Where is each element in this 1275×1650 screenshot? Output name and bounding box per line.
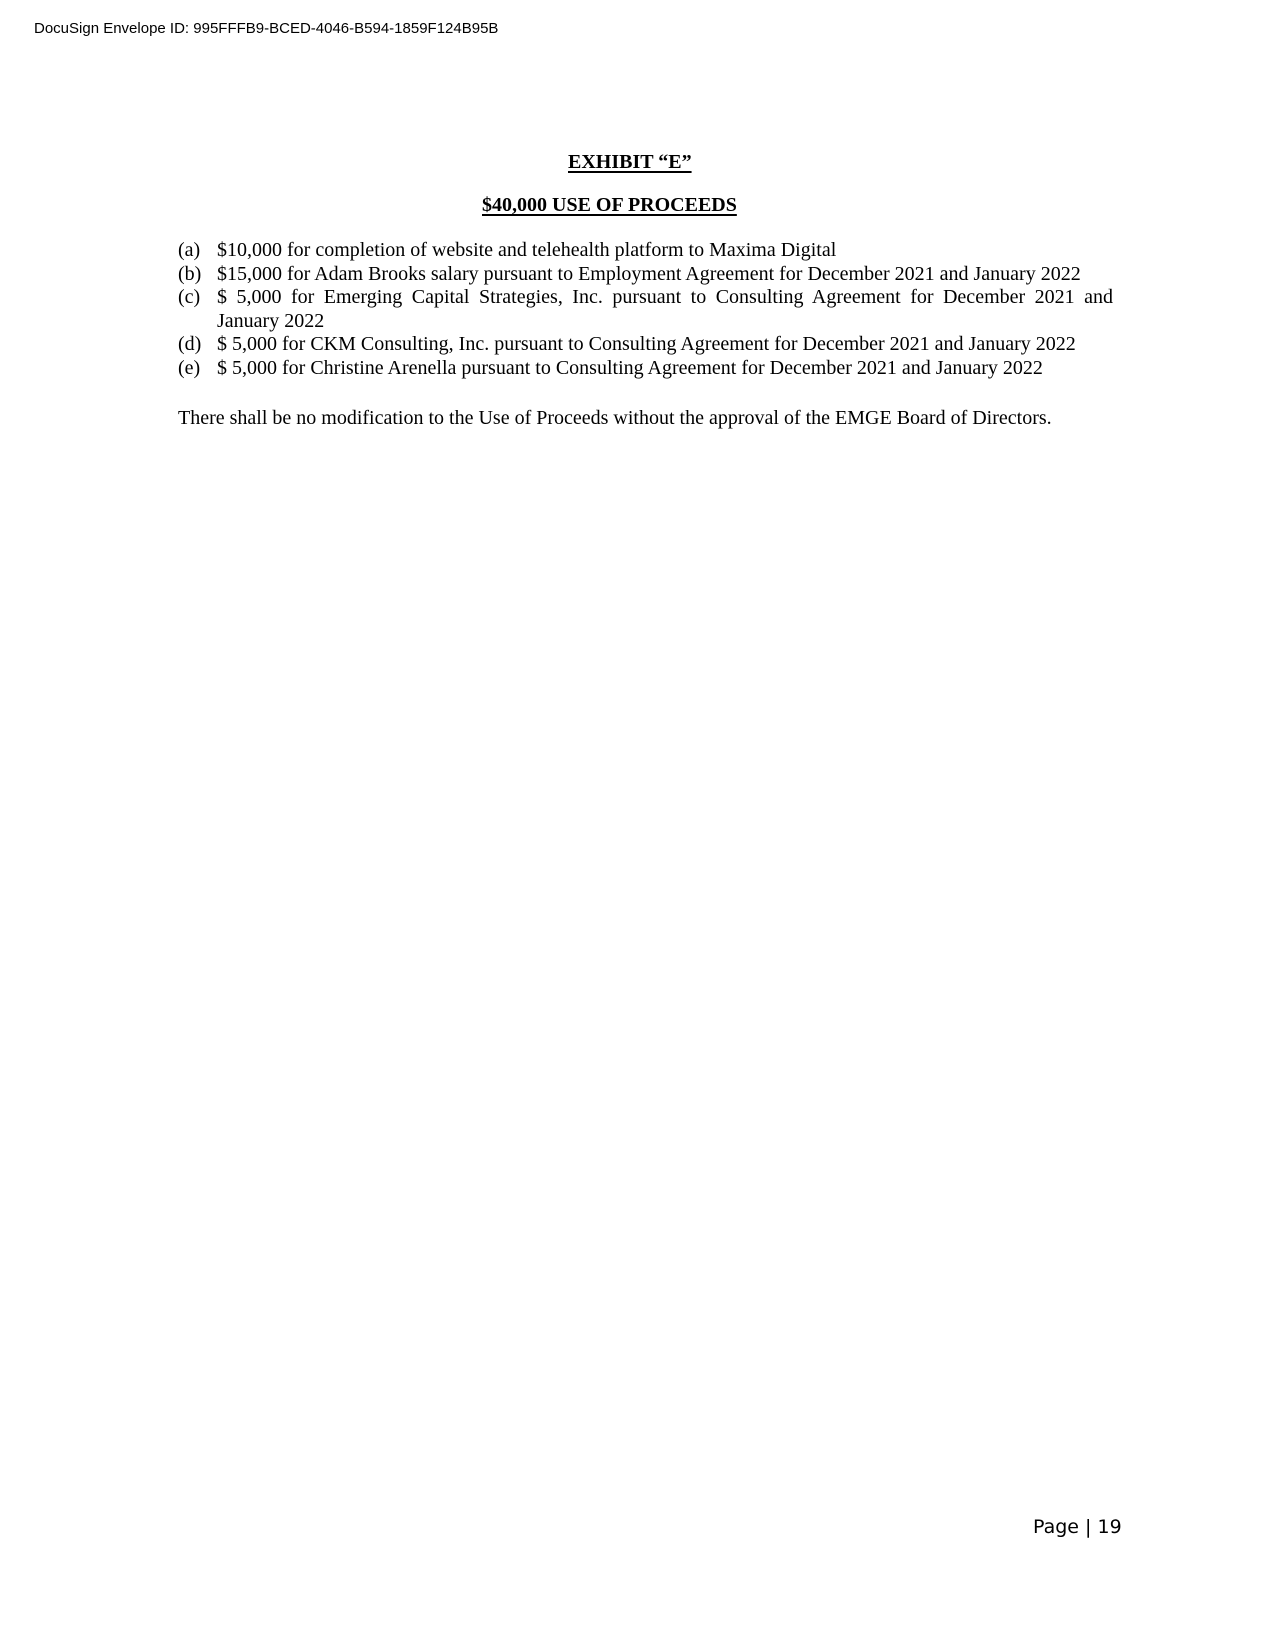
item-marker: (e) xyxy=(178,356,201,379)
item-marker: (d) xyxy=(178,333,202,355)
use-of-proceeds-list xyxy=(178,239,1113,380)
item-text: $ 5,000 for CKM Consulting, Inc. pursuant to Consulting Agreement for December 2021 and January 2022 xyxy=(217,333,1076,355)
proceeds-item-a xyxy=(178,239,1113,263)
page-number: Page | 19 xyxy=(1033,1516,1122,1538)
use-of-proceeds-title: $40,000 USE OF PROCEEDS xyxy=(482,194,737,216)
item-marker: (b) xyxy=(178,262,202,285)
proceeds-item-c xyxy=(178,286,1113,333)
docusign-envelope-id: DocuSign Envelope ID: 995FFFB9-BCED-4046-B594-1859F124B95B xyxy=(34,20,499,37)
exhibit-title: EXHIBIT “E” xyxy=(568,151,692,173)
board-approval-statement: There shall be no modification to the Use of Proceeds without the approval of the EMGE Board of Directors. xyxy=(178,407,1052,429)
item-marker: (c) xyxy=(178,286,201,308)
proceeds-item-d xyxy=(178,333,1113,357)
item-text: $ 5,000 for Emerging Capital Strategies, Inc. pursuant to Consulting Agreement for December 2021 and January 2022 xyxy=(217,286,1113,332)
proceeds-item-e xyxy=(178,357,1113,381)
item-text: $15,000 for Adam Brooks salary pursuant to Employment Agreement for December 2021 and January 2022 xyxy=(217,262,1081,285)
proceeds-item-b xyxy=(178,263,1113,287)
item-text: $10,000 for completion of website and telehealth platform to Maxima Digital xyxy=(217,239,837,261)
item-marker: (a) xyxy=(178,239,201,261)
item-text: $ 5,000 for Christine Arenella pursuant to Consulting Agreement for December 2021 and January 2022 xyxy=(217,356,1043,379)
